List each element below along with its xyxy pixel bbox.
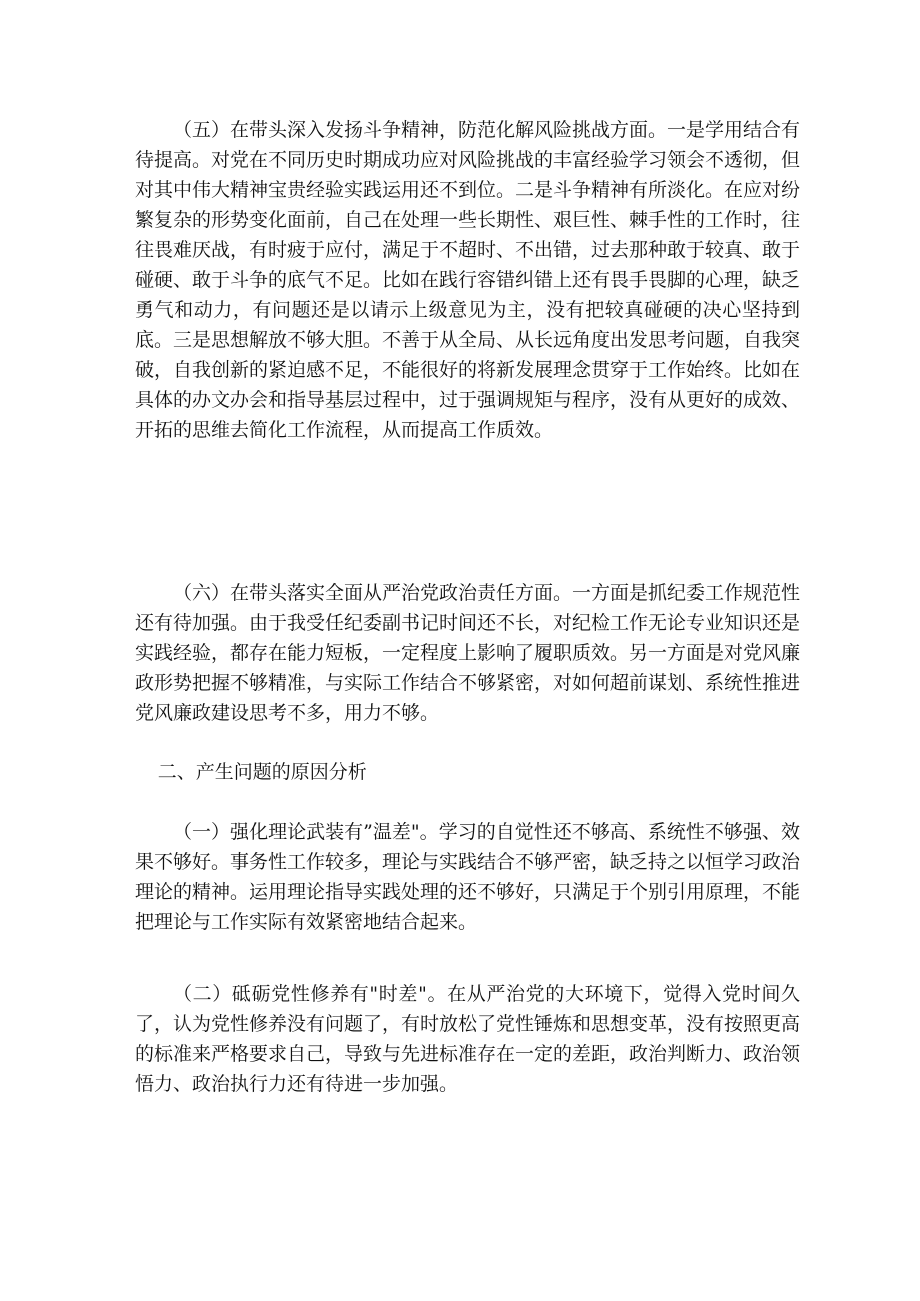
section-heading-cause-analysis: 二、产生问题的原因分析 <box>157 761 367 783</box>
paragraph-cause-1: （一）强化理论武装有”温差"。学习的自觉性还不够高、系统性不够强、效果不够好。事务性工作较多，理论与实践结合不够严密，缺乏持之以恒学习政治理论的精神。运用理论指导实践处理的还不够好，只满足于个别引用原理，不能把理论与工作实际有效紧密地结合起来。 <box>135 821 801 933</box>
paragraph-cause-2: （二）砥砺党性修养有"时差"。在从严治党的大环境下，觉得入党时间久了，认为党性修养没有问题了，有时放松了党性锤炼和思想变革，没有按照更高的标准来严格要求自己，导致与先进标准存在一定的差距，政治判断力、政治领悟力、政治执行力还有待进一步加强。 <box>135 983 801 1095</box>
paragraph-section-5: （五）在带头深入发扬斗争精神，防范化解风险挑战方面。一是学用结合有待提高。对党在不同历史时期成功应对风险挑战的丰富经验学习领会不透彻，但对其中伟大精神宝贵经验实践运用还不到位。二是斗争精神有所淡化。在应对纷繁复杂的形势变化面前，自己在处理一些长期性、艰巨性、棘手性的工作时，往往畏难厌战，有时疲于应付，满足于不超时、不出错，过去那种敢于较真、敢于碰硬、敢于斗争的底气不足。比如在践行容错纠错上还有畏手畏脚的心理，缺乏勇气和动力，有问题还是以请示上级意见为主，没有把较真碰硬的决心坚持到底。三是思想解放不够大胆。不善于从全局、从长远角度出发思考问题，自我突破，自我创新的紧迫感不足，不能很好的将新发展理念贯穿于工作始终。比如在具体的办文办会和指导基层过程中，过于强调规矩与程序，没有从更好的成效、开拓的思维去简化工作流程，从而提高工作质效。 <box>135 119 801 441</box>
paragraph-section-6: （六）在带头落实全面从严治党政治责任方面。一方面是抓纪委工作规范性还有待加强。由于我受任纪委副书记时间还不长，对纪检工作无论专业知识还是实践经验，都存在能力短板，一定程度上影响了履职质效。另一方面是对党风廉政形势把握不够精准，与实际工作结合不够紧密，对如何超前谋划、系统性推进党风廉政建设思考不多，用力不够。 <box>135 582 801 724</box>
